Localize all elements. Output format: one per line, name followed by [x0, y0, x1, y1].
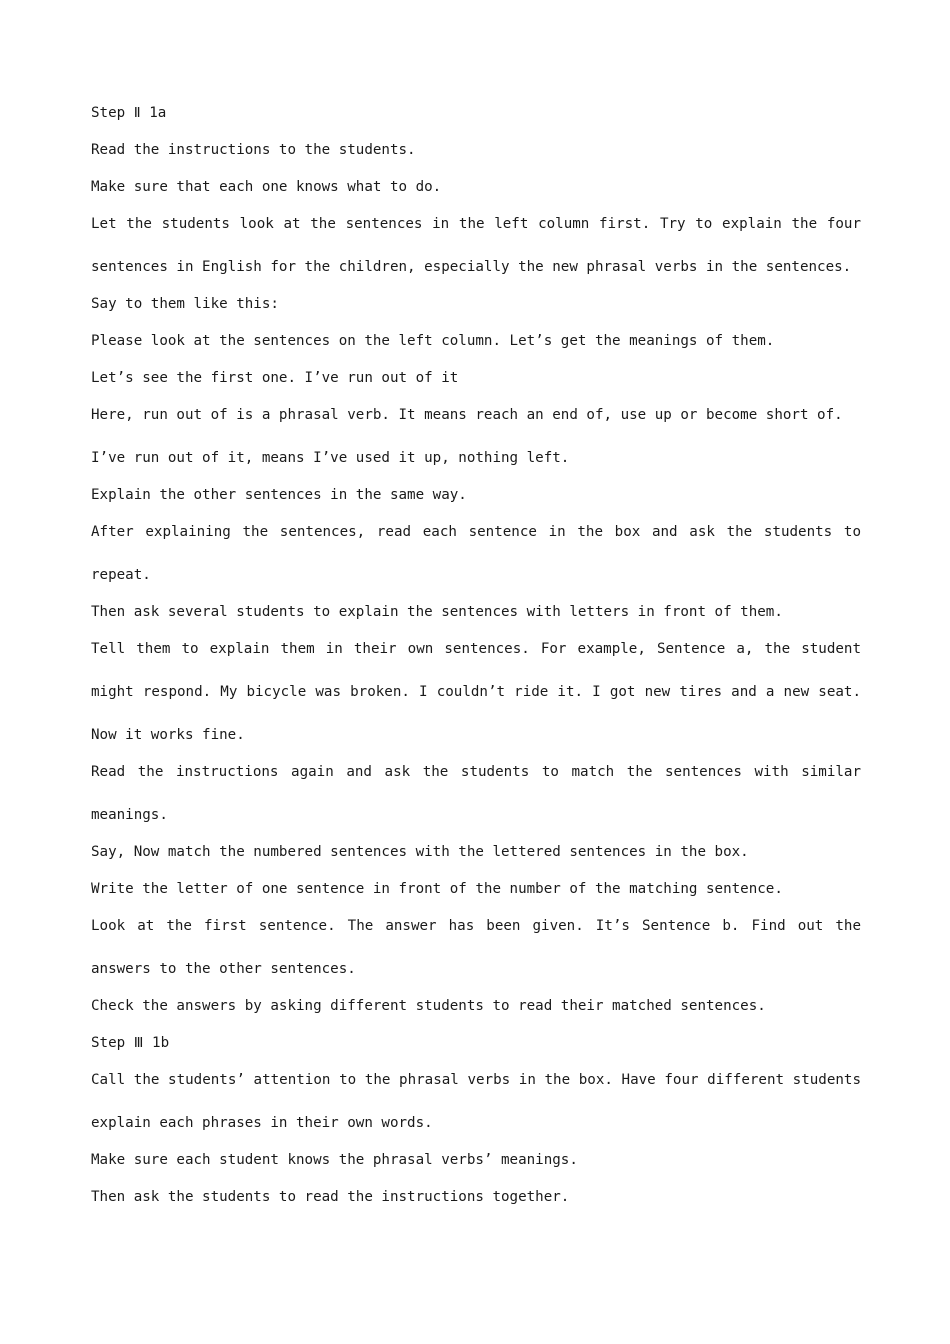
paragraph: Say, Now match the numbered sentences with the lettered sentences in the box.	[91, 844, 749, 860]
paragraph: Call the students’ attention to the phrasal verbs in the box. Have four different students explain each phrases in their own words.	[91, 1071, 861, 1131]
document-body	[91, 102, 861, 1223]
paragraph: Read the instructions to the students.	[91, 142, 416, 158]
paragraph: Make sure each student knows the phrasal verbs’ meanings.	[91, 1152, 578, 1168]
paragraph: After explaining the sentences, read each sentence in the box and ask the students to repeat.	[91, 523, 861, 583]
step-heading-1b: Step Ⅲ 1b	[91, 1035, 170, 1051]
paragraph: Write the letter of one sentence in front of the number of the matching sentence.	[91, 881, 783, 897]
paragraph: Please look at the sentences on the left column. Let’s get the meanings of them.	[91, 333, 775, 349]
paragraph: Let the students look at the sentences in the left column first. Try to explain the four sentences in English for the children, especially the new phrasal verbs in the sentences.	[91, 215, 861, 275]
paragraph: Then ask the students to read the instructions together.	[91, 1189, 570, 1205]
paragraph: Read the instructions again and ask the students to match the sentences with similar meanings.	[91, 763, 861, 823]
paragraph: Look at the first sentence. The answer has been given. It’s Sentence b. Find out the answers to the other sentences.	[91, 917, 861, 977]
paragraph: I’ve run out of it, means I’ve used it up, nothing left.	[91, 450, 570, 466]
paragraph: Let’s see the first one. I’ve run out of it	[91, 370, 459, 386]
paragraph: Explain the other sentences in the same way.	[91, 487, 467, 503]
paragraph: Tell them to explain them in their own sentences. For example, Sentence a, the student might respond. My bicycle was broken. I couldn’t ride it. I got new tires and a new seat. Now it works fine.	[91, 640, 861, 743]
paragraph: Say to them like this:	[91, 296, 279, 312]
paragraph: Here, run out of is a phrasal verb. It means reach an end of, use up or become short of.	[91, 407, 843, 423]
paragraph: Then ask several students to explain the sentences with letters in front of them.	[91, 604, 783, 620]
paragraph: Make sure that each one knows what to do.	[91, 179, 442, 195]
paragraph: Check the answers by asking different students to read their matched sentences.	[91, 998, 766, 1014]
step-heading-1a: Step Ⅱ 1a	[91, 105, 167, 121]
